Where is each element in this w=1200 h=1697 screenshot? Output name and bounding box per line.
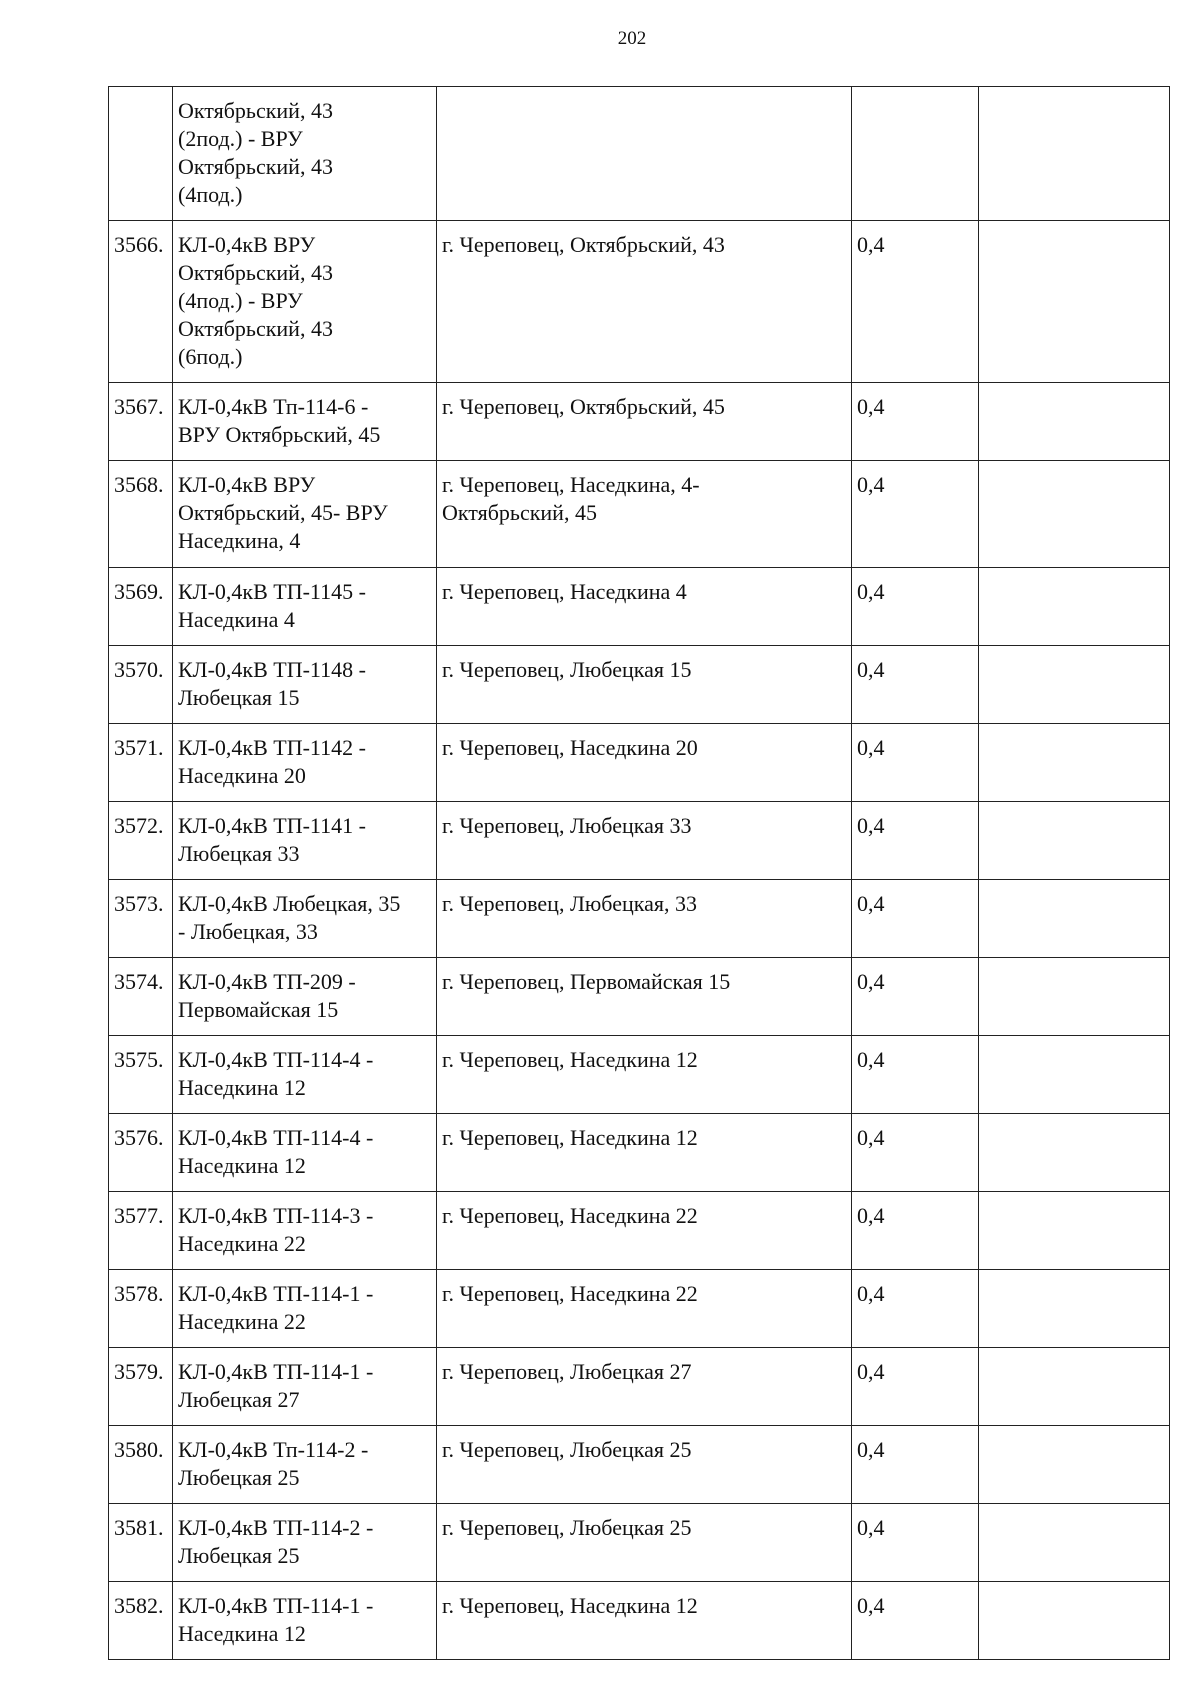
row-number-cell-text: 3571. <box>114 735 164 760</box>
row-number-cell-text: 3574. <box>114 969 164 994</box>
address-cell <box>437 221 852 383</box>
row-number-cell-text: 3582. <box>114 1593 164 1618</box>
address-cell <box>437 383 852 461</box>
cable-line-name-cell-text: КЛ-0,4кВ Тп-114-6 - ВРУ Октябрьский, 45 <box>178 394 381 447</box>
extra-cell <box>979 87 1170 221</box>
address-cell <box>437 1192 852 1270</box>
voltage-cell <box>852 1192 979 1270</box>
voltage-cell <box>852 646 979 724</box>
cable-line-name-cell-text: КЛ-0,4кВ ТП-114-1 - Наседкина 12 <box>178 1593 374 1646</box>
address-cell-text: г. Череповец, Наседкина 12 <box>442 1047 698 1072</box>
extra-cell <box>979 646 1170 724</box>
extra-cell <box>979 1114 1170 1192</box>
cable-line-name-cell-text: КЛ-0,4кВ ТП-114-1 - Наседкина 22 <box>178 1281 374 1334</box>
cable-line-name-cell-text: КЛ-0,4кВ ВРУ Октябрьский, 45- ВРУ Наседкина, 4 <box>178 472 388 553</box>
extra-cell <box>979 958 1170 1036</box>
voltage-cell-text: 0,4 <box>857 1047 885 1072</box>
extra-cell <box>979 221 1170 383</box>
table-row <box>109 724 1170 802</box>
address-cell-text: г. Череповец, Октябрьский, 45 <box>442 394 725 419</box>
voltage-cell-text: 0,4 <box>857 813 885 838</box>
row-number-cell <box>109 1582 173 1660</box>
address-cell-text: г. Череповец, Любецкая 15 <box>442 657 692 682</box>
row-number-cell <box>109 461 173 568</box>
table-row <box>109 958 1170 1036</box>
row-number-cell <box>109 1036 173 1114</box>
address-cell <box>437 1114 852 1192</box>
row-number-cell <box>109 646 173 724</box>
voltage-cell <box>852 802 979 880</box>
extra-cell <box>979 1270 1170 1348</box>
extra-cell <box>979 1036 1170 1114</box>
cable-line-name-cell <box>173 1348 437 1426</box>
cable-line-name-cell <box>173 461 437 568</box>
cable-line-name-cell <box>173 1114 437 1192</box>
address-cell <box>437 1270 852 1348</box>
table-row <box>109 568 1170 646</box>
voltage-cell-text: 0,4 <box>857 657 885 682</box>
address-cell-text: г. Череповец, Октябрьский, 43 <box>442 232 725 257</box>
cable-line-name-cell <box>173 724 437 802</box>
row-number-cell-text: 3569. <box>114 579 164 604</box>
table-row <box>109 1114 1170 1192</box>
address-cell-text: г. Череповец, Первомайская 15 <box>442 969 731 994</box>
cable-line-name-cell <box>173 383 437 461</box>
row-number-cell <box>109 1270 173 1348</box>
extra-cell <box>979 568 1170 646</box>
cable-line-name-cell <box>173 87 437 221</box>
cable-line-name-cell <box>173 880 437 958</box>
cable-line-name-cell <box>173 802 437 880</box>
extra-cell <box>979 802 1170 880</box>
row-number-cell-text: 3570. <box>114 657 164 682</box>
extra-cell <box>979 880 1170 958</box>
cable-line-name-cell-text: КЛ-0,4кВ ТП-1141 - Любецкая 33 <box>178 813 366 866</box>
voltage-cell-text: 0,4 <box>857 232 885 257</box>
cable-line-name-cell <box>173 568 437 646</box>
address-cell <box>437 1348 852 1426</box>
table-row <box>109 646 1170 724</box>
extra-cell <box>979 1192 1170 1270</box>
row-number-cell-text: 3566. <box>114 232 164 257</box>
voltage-cell <box>852 880 979 958</box>
address-cell-text: г. Череповец, Любецкая, 33 <box>442 891 697 916</box>
voltage-cell <box>852 1348 979 1426</box>
address-cell-text: г. Череповец, Любецкая 33 <box>442 813 692 838</box>
voltage-cell-text: 0,4 <box>857 735 885 760</box>
voltage-cell <box>852 221 979 383</box>
voltage-cell-text: 0,4 <box>857 1515 885 1540</box>
address-cell-text: г. Череповец, Наседкина 22 <box>442 1281 698 1306</box>
row-number-cell-text: 3573. <box>114 891 164 916</box>
extra-cell <box>979 1582 1170 1660</box>
table-row <box>109 1426 1170 1504</box>
cable-lines-table <box>108 86 1170 1660</box>
row-number-cell <box>109 802 173 880</box>
table-row <box>109 383 1170 461</box>
row-number-cell <box>109 383 173 461</box>
voltage-cell <box>852 1582 979 1660</box>
row-number-cell <box>109 880 173 958</box>
address-cell-text: г. Череповец, Любецкая 27 <box>442 1359 692 1384</box>
voltage-cell <box>852 1036 979 1114</box>
cable-line-name-cell-text: КЛ-0,4кВ Любецкая, 35 - Любецкая, 33 <box>178 891 401 944</box>
cable-line-name-cell <box>173 221 437 383</box>
cable-line-name-cell-text: КЛ-0,4кВ ТП-114-3 - Наседкина 22 <box>178 1203 374 1256</box>
table-row <box>109 880 1170 958</box>
voltage-cell <box>852 461 979 568</box>
cable-line-name-cell-text: КЛ-0,4кВ ВРУ Октябрьский, 43 (4под.) - ВРУ Октябрьский, 43 (6под.) <box>178 232 333 369</box>
table-row <box>109 221 1170 383</box>
voltage-cell-text: 0,4 <box>857 1281 885 1306</box>
row-number-cell-text: 3576. <box>114 1125 164 1150</box>
row-number-cell <box>109 1192 173 1270</box>
address-cell-text: г. Череповец, Любецкая 25 <box>442 1515 692 1540</box>
cable-line-name-cell-text: КЛ-0,4кВ ТП-114-2 - Любецкая 25 <box>178 1515 374 1568</box>
voltage-cell-text: 0,4 <box>857 1125 885 1150</box>
table-row <box>109 1192 1170 1270</box>
extra-cell <box>979 383 1170 461</box>
address-cell-text: г. Череповец, Любецкая 25 <box>442 1437 692 1462</box>
address-cell-text: г. Череповец, Наседкина 20 <box>442 735 698 760</box>
address-cell <box>437 802 852 880</box>
cable-line-name-cell-text: КЛ-0,4кВ Тп-114-2 - Любецкая 25 <box>178 1437 369 1490</box>
row-number-cell <box>109 1348 173 1426</box>
voltage-cell <box>852 724 979 802</box>
address-cell <box>437 1036 852 1114</box>
page-number: 202 <box>617 28 647 49</box>
voltage-cell <box>852 383 979 461</box>
table-row <box>109 87 1170 221</box>
voltage-cell-text: 0,4 <box>857 579 885 604</box>
cable-line-name-cell-text: КЛ-0,4кВ ТП-114-4 - Наседкина 12 <box>178 1047 374 1100</box>
table-body <box>109 87 1170 1660</box>
address-cell <box>437 880 852 958</box>
extra-cell <box>979 1504 1170 1582</box>
address-cell-text: г. Череповец, Наседкина 12 <box>442 1593 698 1618</box>
cable-line-name-cell-text: Октябрьский, 43 (2под.) - ВРУ Октябрьский, 43 (4под.) <box>178 98 333 207</box>
row-number-cell-text: 3577. <box>114 1203 164 1228</box>
address-cell <box>437 568 852 646</box>
address-cell <box>437 1582 852 1660</box>
address-cell <box>437 958 852 1036</box>
cable-line-name-cell-text: КЛ-0,4кВ ТП-1148 - Любецкая 15 <box>178 657 366 710</box>
voltage-cell <box>852 1270 979 1348</box>
extra-cell <box>979 461 1170 568</box>
voltage-cell <box>852 87 979 221</box>
row-number-cell-text: 3581. <box>114 1515 164 1540</box>
address-cell <box>437 87 852 221</box>
table-row <box>109 1348 1170 1426</box>
extra-cell <box>979 1348 1170 1426</box>
cable-line-name-cell-text: КЛ-0,4кВ ТП-1145 - Наседкина 4 <box>178 579 366 632</box>
address-cell <box>437 724 852 802</box>
cable-line-name-cell <box>173 1192 437 1270</box>
row-number-cell-text: 3567. <box>114 394 164 419</box>
voltage-cell <box>852 1504 979 1582</box>
cable-line-name-cell-text: КЛ-0,4кВ ТП-209 - Первомайская 15 <box>178 969 356 1022</box>
table-row <box>109 1504 1170 1582</box>
address-cell <box>437 646 852 724</box>
cable-line-name-cell-text: КЛ-0,4кВ ТП-114-1 - Любецкая 27 <box>178 1359 374 1412</box>
cable-line-name-cell-text: КЛ-0,4кВ ТП-1142 - Наседкина 20 <box>178 735 366 788</box>
voltage-cell-text: 0,4 <box>857 969 885 994</box>
row-number-cell <box>109 1504 173 1582</box>
row-number-cell <box>109 87 173 221</box>
cable-line-name-cell <box>173 1426 437 1504</box>
address-cell <box>437 461 852 568</box>
cable-line-name-cell <box>173 1504 437 1582</box>
table-row <box>109 1270 1170 1348</box>
address-cell-text: г. Череповец, Наседкина 22 <box>442 1203 698 1228</box>
row-number-cell-text: 3580. <box>114 1437 164 1462</box>
row-number-cell <box>109 1114 173 1192</box>
voltage-cell <box>852 1114 979 1192</box>
voltage-cell-text: 0,4 <box>857 472 885 497</box>
table-row <box>109 802 1170 880</box>
row-number-cell-text: 3575. <box>114 1047 164 1072</box>
address-cell-text: г. Череповец, Наседкина 4 <box>442 579 687 604</box>
row-number-cell-text: 3578. <box>114 1281 164 1306</box>
extra-cell <box>979 1426 1170 1504</box>
row-number-cell-text: 3579. <box>114 1359 164 1384</box>
voltage-cell-text: 0,4 <box>857 891 885 916</box>
row-number-cell-text: 3568. <box>114 472 164 497</box>
voltage-cell <box>852 958 979 1036</box>
extra-cell <box>979 724 1170 802</box>
voltage-cell-text: 0,4 <box>857 1359 885 1384</box>
address-cell <box>437 1504 852 1582</box>
cable-line-name-cell <box>173 646 437 724</box>
address-cell <box>437 1426 852 1504</box>
cable-line-name-cell <box>173 1270 437 1348</box>
row-number-cell <box>109 1426 173 1504</box>
voltage-cell-text: 0,4 <box>857 1203 885 1228</box>
cable-line-name-cell-text: КЛ-0,4кВ ТП-114-4 - Наседкина 12 <box>178 1125 374 1178</box>
row-number-cell <box>109 568 173 646</box>
table-row <box>109 1582 1170 1660</box>
row-number-cell <box>109 221 173 383</box>
voltage-cell-text: 0,4 <box>857 1593 885 1618</box>
row-number-cell <box>109 724 173 802</box>
row-number-cell <box>109 958 173 1036</box>
address-cell-text: г. Череповец, Наседкина, 4- Октябрьский, 45 <box>442 472 700 525</box>
cable-line-name-cell <box>173 1036 437 1114</box>
address-cell-text: г. Череповец, Наседкина 12 <box>442 1125 698 1150</box>
table-row <box>109 461 1170 568</box>
voltage-cell <box>852 1426 979 1504</box>
voltage-cell <box>852 568 979 646</box>
cable-line-name-cell <box>173 958 437 1036</box>
voltage-cell-text: 0,4 <box>857 394 885 419</box>
cable-line-name-cell <box>173 1582 437 1660</box>
voltage-cell-text: 0,4 <box>857 1437 885 1462</box>
row-number-cell-text: 3572. <box>114 813 164 838</box>
table-row <box>109 1036 1170 1114</box>
